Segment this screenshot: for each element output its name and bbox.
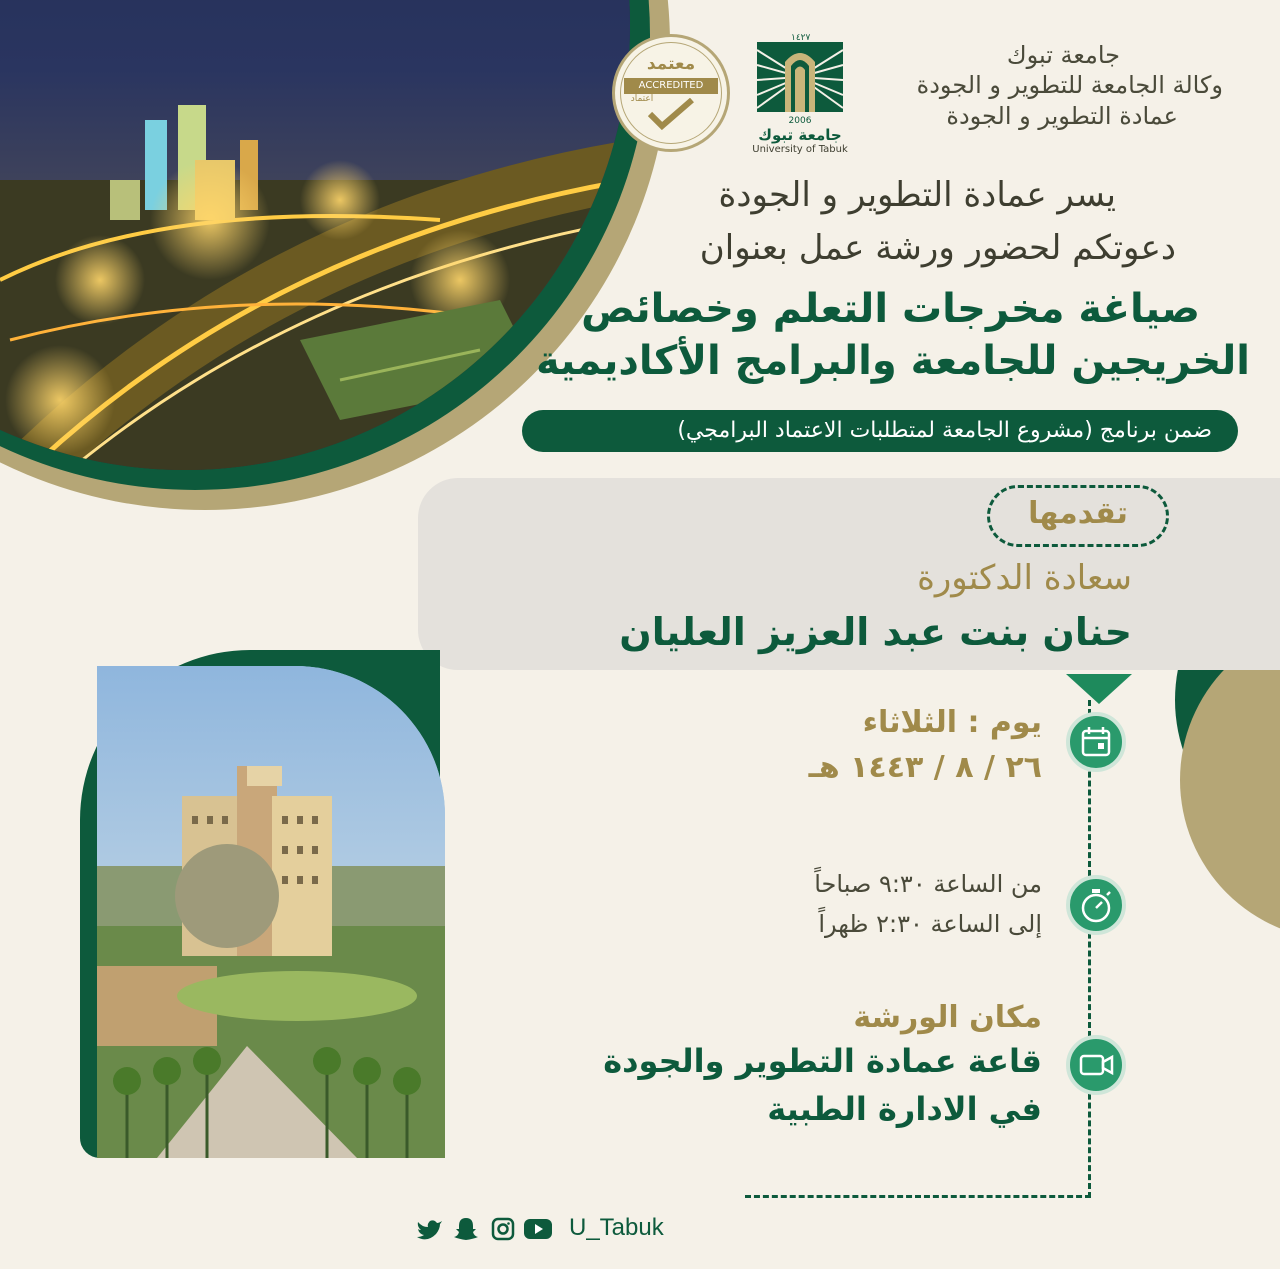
- video-camera-icon-circle: [1066, 1035, 1126, 1095]
- university-logo-name-ar: جامعة تبوك: [758, 126, 842, 144]
- timeline-pointer: [1066, 674, 1132, 704]
- stopwatch-icon-circle: [1066, 875, 1126, 935]
- svg-text:١٤٢٧: ١٤٢٧: [791, 33, 811, 43]
- accredited-ar-label: معتمد: [646, 54, 696, 74]
- stopwatch-icon: [1070, 879, 1122, 931]
- calendar-icon-circle: [1066, 712, 1126, 772]
- presenter-name: حنان بنت عبد العزيز العليان: [619, 610, 1132, 654]
- time-to: إلى الساعة ٢:٣٠ ظهراً: [818, 910, 1042, 938]
- instagram-icon[interactable]: [491, 1217, 515, 1241]
- invitation-line2: دعوتكم لحضور ورشة عمل بعنوان: [699, 228, 1176, 268]
- header-university: جامعة تبوك: [1006, 41, 1120, 69]
- university-logo: [745, 30, 855, 155]
- presenter-label: تقدمها: [1028, 496, 1128, 531]
- accredited-en-label: ACCREDITED: [624, 78, 718, 94]
- calendar-icon: [1070, 716, 1122, 768]
- time-from: من الساعة ٩:٣٠ صباحاً: [814, 870, 1042, 898]
- university-logo-year: 2006: [788, 116, 812, 126]
- event-date: ٢٦ / ٨ / ١٤٤٣ هـ: [808, 750, 1042, 785]
- university-building-photo: [97, 666, 445, 1158]
- workshop-title-line2: الخريجين للجامعة والبرامج الأكاديمية: [535, 338, 1250, 384]
- twitter-icon[interactable]: [417, 1218, 443, 1240]
- invitation-line1: يسر عمادة التطوير و الجودة: [718, 175, 1116, 215]
- program-text: ضمن برنامج (مشروع الجامعة لمتطلبات الاعتماد البرامجي): [677, 418, 1212, 443]
- timeline-line: [1088, 700, 1093, 1198]
- university-logo-name-en: University of Tabuk: [752, 144, 848, 155]
- presenter-title: سعادة الدكتورة: [917, 558, 1132, 598]
- place-label: مكان الورشة: [853, 1000, 1042, 1035]
- workshop-title-line1: صياغة مخرجات التعلم وخصائص: [581, 286, 1200, 332]
- video-camera-icon: [1070, 1039, 1122, 1091]
- university-emblem-icon: [745, 30, 855, 120]
- place-line2: في الادارة الطبية: [767, 1090, 1042, 1128]
- city-night-photo: [0, 0, 630, 470]
- social-footer: [415, 1212, 685, 1248]
- social-handle[interactable]: U_Tabuk: [569, 1214, 664, 1241]
- youtube-icon[interactable]: [523, 1218, 553, 1240]
- accredited-sub-label: اعتماد: [630, 94, 654, 104]
- header-deanship: عمادة التطوير و الجودة: [946, 102, 1178, 130]
- timeline-bottom-line: [745, 1195, 1091, 1198]
- place-line1: قاعة عمادة التطوير والجودة: [603, 1042, 1042, 1080]
- header-vice-presidency: وكالة الجامعة للتطوير و الجودة: [916, 71, 1223, 99]
- event-day: يوم : الثلاثاء: [862, 705, 1042, 740]
- snapchat-icon[interactable]: [453, 1216, 479, 1242]
